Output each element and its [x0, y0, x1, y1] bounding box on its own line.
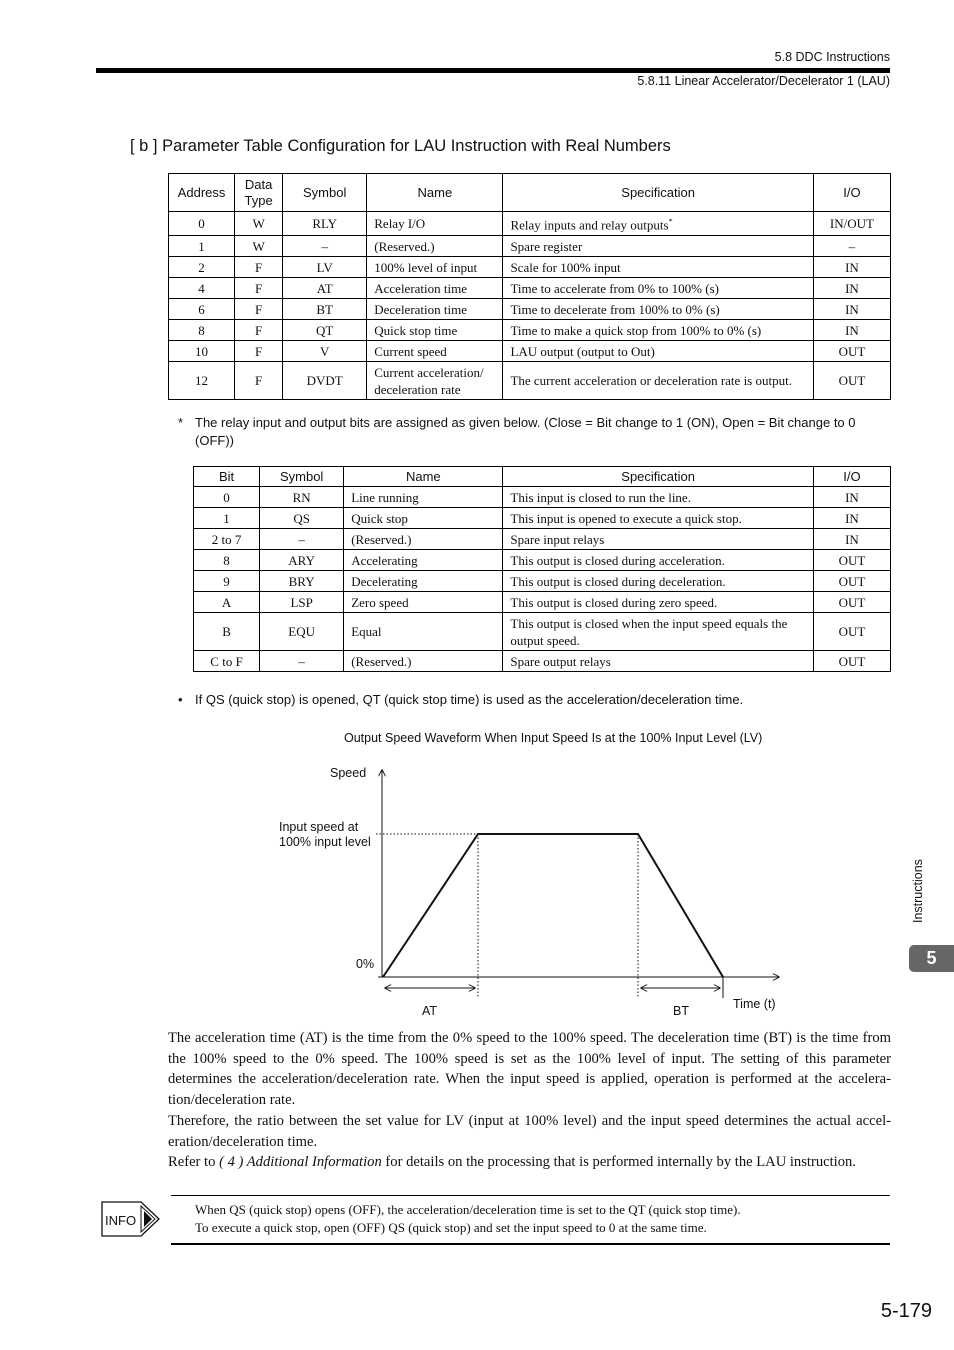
cell-symbol: EQU: [260, 613, 344, 651]
cell-specification: Spare input relays: [503, 529, 813, 550]
cell-specification: Time to accelerate from 0% to 100% (s): [503, 278, 813, 299]
cell-name: Accelerating: [344, 550, 503, 571]
cell-address: 2: [169, 257, 235, 278]
cell-data-type: W: [235, 236, 283, 257]
cell-bit: 8: [194, 550, 260, 571]
bullet-note-text: If QS (quick stop) is opened, QT (quick stop time) is used as the acceleration/deceleration time.: [195, 692, 744, 707]
cell-io: OUT: [813, 651, 890, 672]
header-data-type: Data Type: [235, 174, 283, 212]
cell-symbol: RLY: [283, 212, 367, 236]
header-io: I/O: [813, 174, 890, 212]
cell-specification: Spare output relays: [503, 651, 813, 672]
cell-bit: A: [194, 592, 260, 613]
cell-address: 8: [169, 320, 235, 341]
info-rule-top: [171, 1195, 890, 1196]
cell-bit: 1: [194, 508, 260, 529]
cell-io: IN/OUT: [813, 212, 890, 236]
footnote-mark: *: [178, 415, 184, 430]
paragraph-text: Refer to: [168, 1154, 220, 1171]
section-title: [ b ] Parameter Table Configuration for LAU Instruction with Real Numbers: [130, 137, 671, 155]
cell-address: 4: [169, 278, 235, 299]
zero-label: 0%: [356, 957, 375, 971]
cross-reference-link[interactable]: ( 4 ) Additional Information: [219, 1154, 382, 1171]
info-line: To execute a quick stop, open (OFF) QS (quick stop) and set the input speed to 0 at the same time.: [195, 1219, 707, 1235]
cell-io: IN: [813, 529, 890, 550]
cell-specification: LAU output (output to Out): [503, 341, 813, 362]
chapter-side-label: Instructions: [911, 859, 925, 923]
cell-specification: This output is closed when the input speed equals the output speed.: [503, 613, 813, 651]
input-level-label: Input speed at: [279, 820, 359, 834]
input-level-label: 100% input level: [279, 835, 371, 849]
cell-name: Acceleration time: [367, 278, 503, 299]
cell-specification: The current acceleration or deceleration rate is output.: [503, 362, 813, 400]
header-name: Name: [367, 174, 503, 212]
cell-symbol: BRY: [260, 571, 344, 592]
cell-io: IN: [813, 299, 890, 320]
cell-symbol: QS: [260, 508, 344, 529]
cell-io: OUT: [813, 341, 890, 362]
info-rule-bottom: [171, 1243, 890, 1245]
spec-text: Relay inputs and relay outputs: [510, 217, 669, 233]
cell-io: IN: [813, 278, 890, 299]
cell-symbol: QT: [283, 320, 367, 341]
cell-address: 12: [169, 362, 235, 400]
cell-name: Quick stop time: [367, 320, 503, 341]
cell-specification: This input is closed to run the line.: [503, 487, 813, 508]
cell-bit: 2 to 7: [194, 529, 260, 550]
header-specification: Specification: [503, 174, 813, 212]
cell-io: IN: [813, 487, 890, 508]
cell-name: Line running: [344, 487, 503, 508]
cell-specification: Time to decelerate from 100% to 0% (s): [503, 299, 813, 320]
cell-specification: Scale for 100% input: [503, 257, 813, 278]
cell-name: (Reserved.): [344, 651, 503, 672]
cell-bit: 0: [194, 487, 260, 508]
info-note: [195, 1201, 741, 1236]
header-io: I/O: [813, 467, 890, 487]
cell-symbol: RN: [260, 487, 344, 508]
info-line: When QS (quick stop) opens (OFF), the acceleration/deceleration time is set to the QT (quick stop time).: [195, 1202, 741, 1217]
chapter-tab[interactable]: 5: [909, 945, 954, 972]
header-name: Name: [344, 467, 503, 487]
cell-data-type: W: [235, 212, 283, 236]
bullet-icon: •: [178, 692, 183, 707]
paragraph: [168, 1152, 891, 1173]
cell-symbol: ARY: [260, 550, 344, 571]
waveform-title: Output Speed Waveform When Input Speed Is at the 100% Input Level (LV): [344, 731, 763, 745]
cell-name: Current acceleration/ deceleration rate: [367, 362, 503, 400]
info-icon-label: INFO: [105, 1213, 137, 1228]
cell-symbol: LSP: [260, 592, 344, 613]
cell-name: Zero speed: [344, 592, 503, 613]
cell-specification: Spare register: [503, 236, 813, 257]
cell-address: 1: [169, 236, 235, 257]
cell-specification: This output is closed during zero speed.: [503, 592, 813, 613]
cell-specification: Time to make a quick stop from 100% to 0% (s): [503, 320, 813, 341]
cell-data-type: F: [235, 320, 283, 341]
cell-name: (Reserved.): [344, 529, 503, 550]
cell-symbol: BT: [283, 299, 367, 320]
cell-name: Quick stop: [344, 508, 503, 529]
cell-specification: This output is closed during deceleration.: [503, 571, 813, 592]
cell-symbol: –: [260, 529, 344, 550]
footnote-mark: *: [668, 217, 673, 227]
cell-io: IN: [813, 257, 890, 278]
cell-io: OUT: [813, 592, 890, 613]
cell-symbol: –: [260, 651, 344, 672]
cell-name: Equal: [344, 613, 503, 651]
cell-symbol: V: [283, 341, 367, 362]
cell-io: OUT: [813, 571, 890, 592]
cell-name: Relay I/O: [367, 212, 503, 236]
header-symbol: Symbol: [260, 467, 344, 487]
paragraph: Therefore, the ratio between the set value for LV (input at 100% level) and the input speed determines the actual accel-eration/deceleration time.: [168, 1112, 891, 1150]
header-specification: Specification: [503, 467, 813, 487]
paragraph: The acceleration time (AT) is the time from the 0% speed to the 100% speed. The deceleration time (BT) is the time from the 100% speed to the 0% speed. The 100% speed is set as the 100% level of input. The setting of this parameter determines the acceleration/deceleration rate. When the input speed is applied, operation is performed at the accelera-tion/deceleration rate.: [168, 1030, 891, 1109]
cell-name: Current speed: [367, 341, 503, 362]
cell-data-type: F: [235, 257, 283, 278]
cell-io: IN: [813, 508, 890, 529]
cell-address: 6: [169, 299, 235, 320]
cell-io: –: [813, 236, 890, 257]
info-icon: [99, 1199, 165, 1239]
bt-label: BT: [673, 1004, 689, 1018]
cell-name: Deceleration time: [367, 299, 503, 320]
cell-specification: This input is opened to execute a quick stop.: [503, 508, 813, 529]
header-section: 5.8 DDC Instructions: [774, 50, 890, 64]
cell-symbol: LV: [283, 257, 367, 278]
header-bit: Bit: [194, 467, 260, 487]
cell-data-type: F: [235, 278, 283, 299]
cell-address: 0: [169, 212, 235, 236]
cell-io: IN: [813, 320, 890, 341]
cell-name: Decelerating: [344, 571, 503, 592]
cell-name: (Reserved.): [367, 236, 503, 257]
header-subsection: 5.8.11 Linear Accelerator/Decelerator 1 (LAU): [637, 74, 890, 88]
cell-name: 100% level of input: [367, 257, 503, 278]
cell-address: 10: [169, 341, 235, 362]
cell-io: OUT: [813, 613, 890, 651]
cell-symbol: DVDT: [283, 362, 367, 400]
header-address: Address: [169, 174, 235, 212]
cell-bit: B: [194, 613, 260, 651]
cell-data-type: F: [235, 341, 283, 362]
header-symbol: Symbol: [283, 174, 367, 212]
speed-waveform: [383, 834, 723, 977]
at-label: AT: [422, 1004, 438, 1018]
page-number: 5-179: [880, 1300, 932, 1322]
paragraph-text: for details on the processing that is performed internally by the LAU instruction.: [381, 1154, 856, 1171]
cell-symbol: –: [283, 236, 367, 257]
cell-specification: This output is closed during acceleration.: [503, 550, 813, 571]
x-axis-label: Time (t): [733, 997, 776, 1011]
body-text: [168, 1028, 891, 1173]
y-axis-label: Speed: [330, 766, 367, 780]
cell-data-type: F: [235, 299, 283, 320]
cell-io: OUT: [813, 362, 890, 400]
footnote-text: The relay input and output bits are assigned as given below. (Close = Bit change to 1 (ON), Open = Bit change to 0 (OFF)): [195, 415, 856, 448]
cell-bit: C to F: [194, 651, 260, 672]
cell-io: OUT: [813, 550, 890, 571]
cell-symbol: AT: [283, 278, 367, 299]
cell-bit: 9: [194, 571, 260, 592]
cell-data-type: F: [235, 362, 283, 400]
